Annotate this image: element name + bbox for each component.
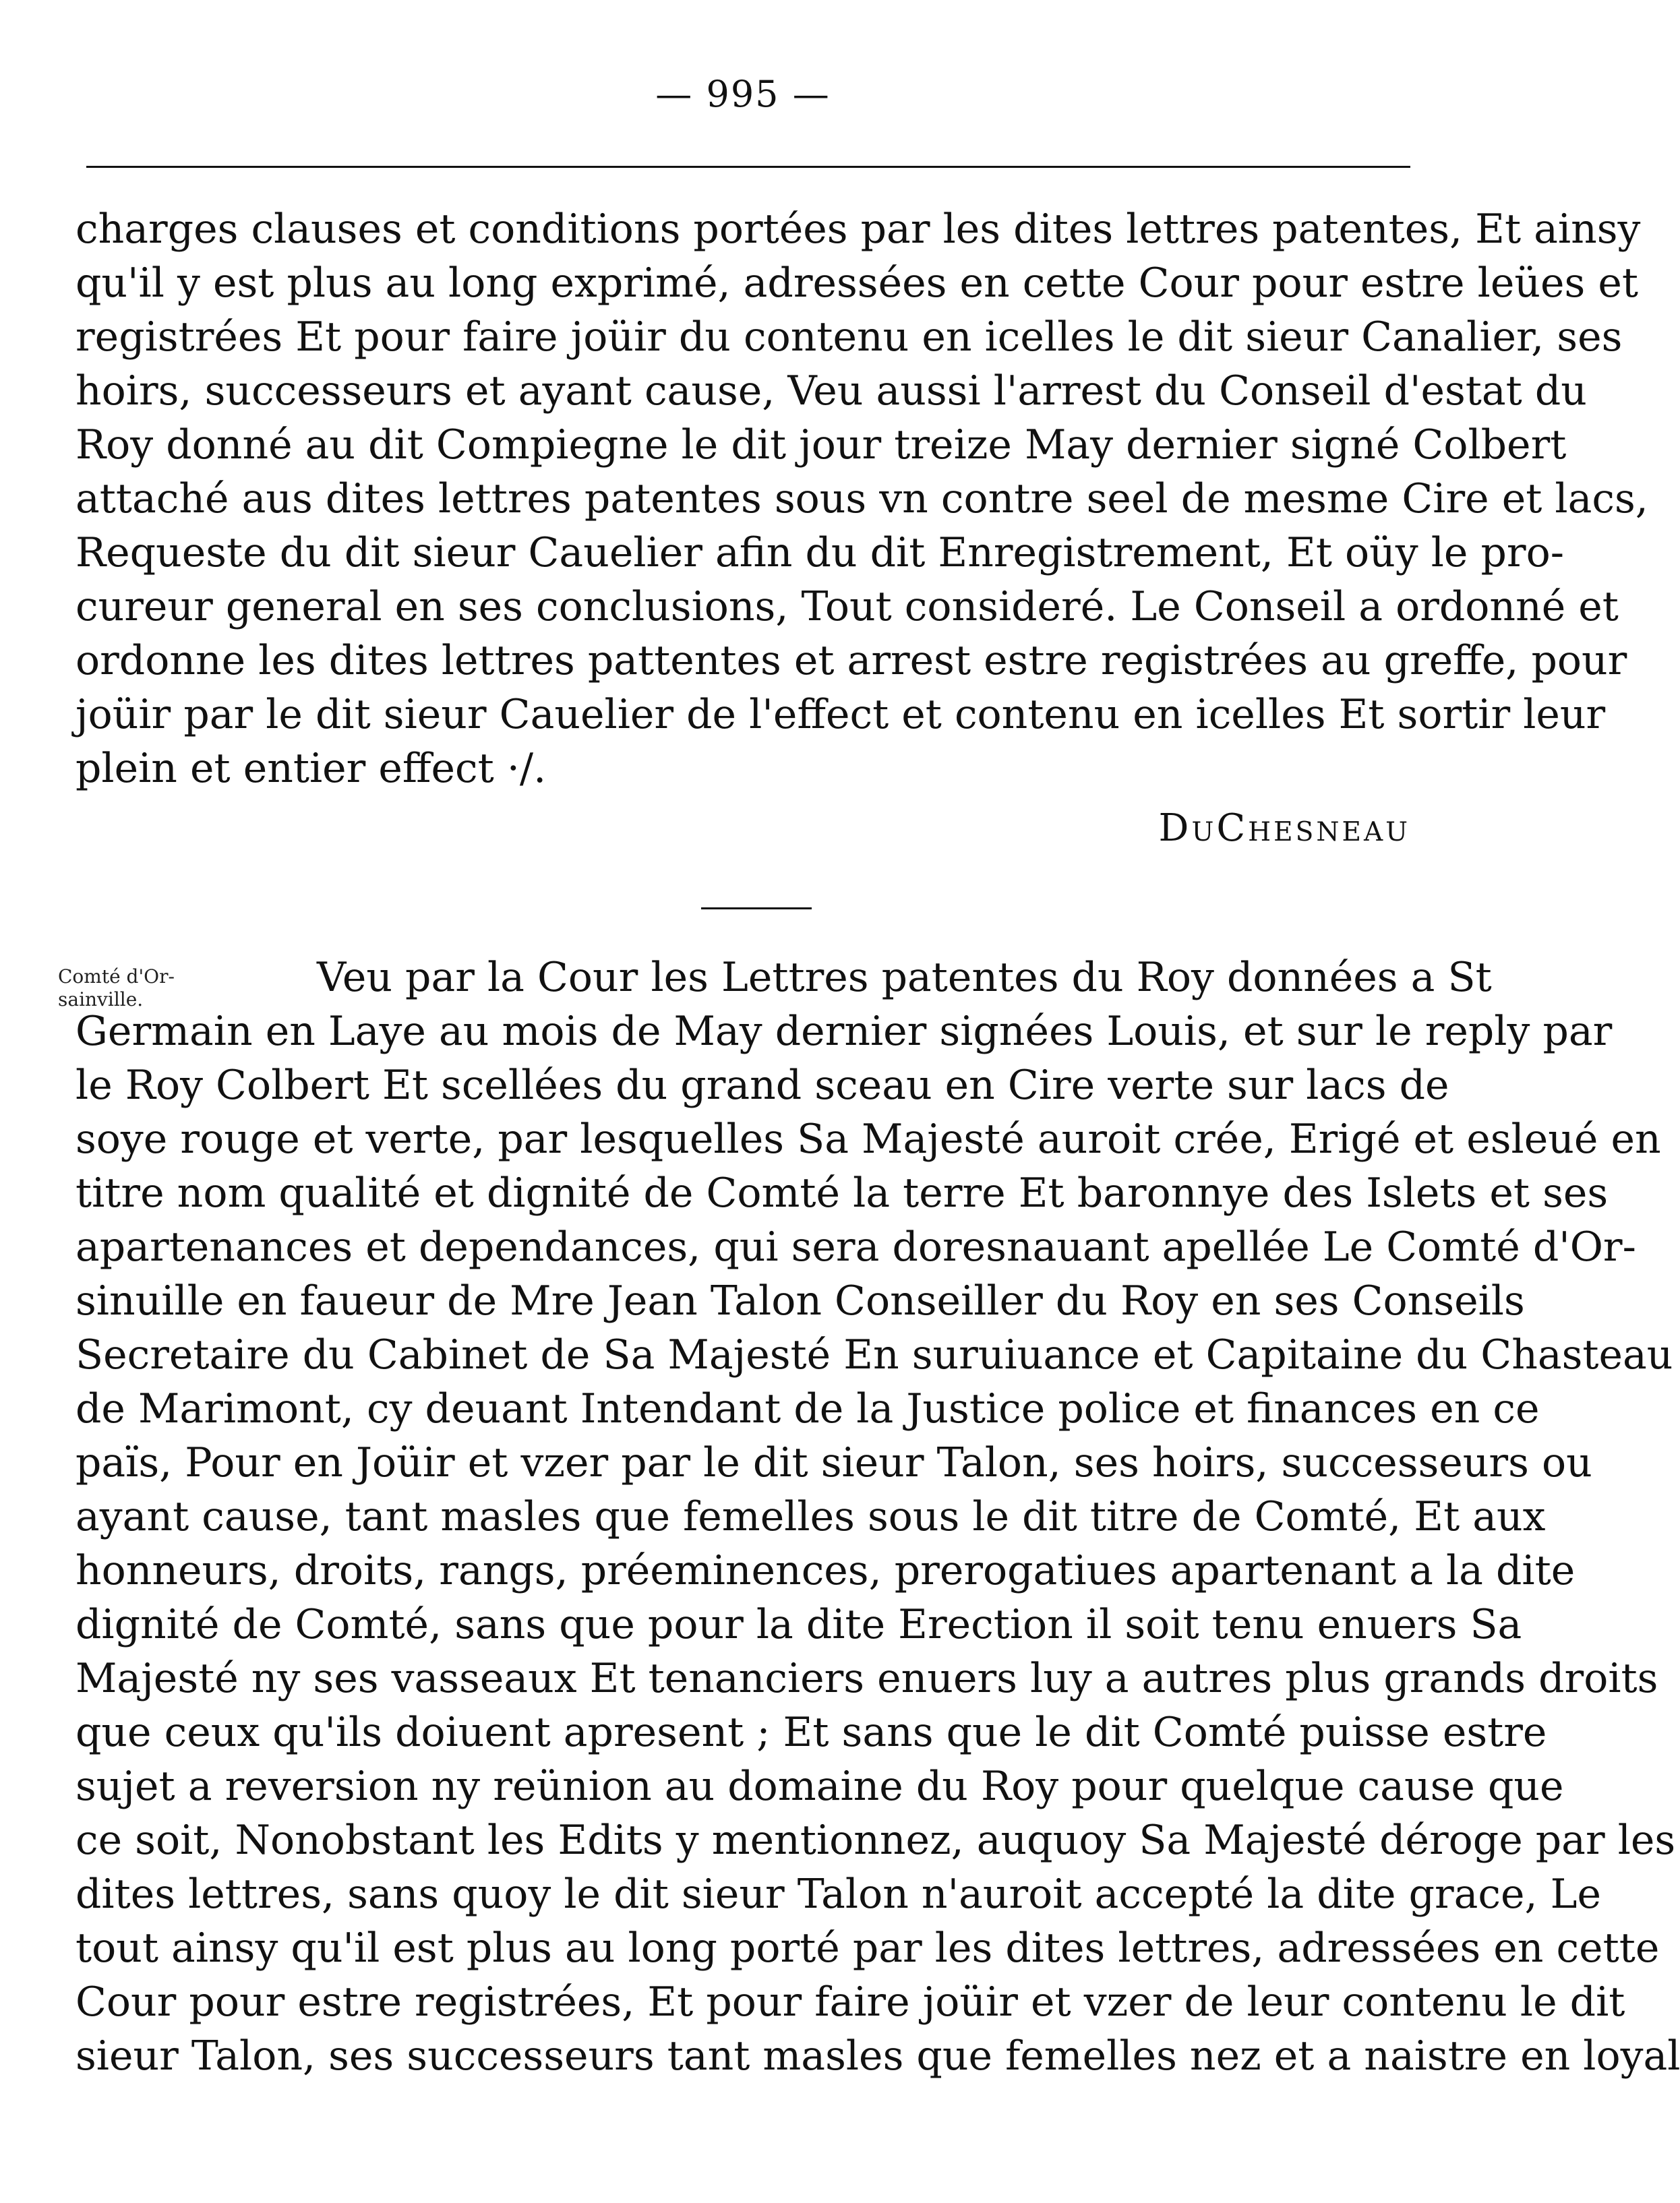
text-line: cureur general en ses conclusions, Tout consideré. Le Conseil a ordonné et — [76, 583, 1619, 630]
text-line: sujet a reversion ny reünion au domaine du Roy pour quelque cause que — [76, 1763, 1564, 1810]
page-number: — 995 — — [655, 73, 831, 115]
text-line: que ceux qu'ils doiuent apresent ; Et sans que le dit Comté puisse estre — [76, 1709, 1547, 1756]
text-line: joüir par le dit sieur Cauelier de l'effect et contenu en icelles Et sortir leur — [76, 691, 1606, 738]
text-line: titre nom qualité et dignité de Comté la terre Et baronnye des Islets et ses — [76, 1170, 1609, 1217]
text-line: ordonne les dites lettres pattentes et arrest estre registrées au greffe, pour — [76, 637, 1627, 684]
text-line: ayant cause, tant masles que femelles sous le dit titre de Comté, Et aux — [76, 1493, 1546, 1540]
text-line: attaché aus dites lettres patentes sous vn contre seel de mesme Cire et lacs, — [76, 475, 1648, 522]
text-line: honneurs, droits, rangs, préeminences, prerogatiues apartenant a la dite — [76, 1547, 1576, 1594]
margin-note-line: sainville. — [58, 988, 144, 1010]
text-line: Secretaire du Cabinet de Sa Majesté En suruiuance et Capitaine du Chasteau — [76, 1331, 1673, 1379]
text-line: Cour pour estre registrées, Et pour faire joüir et vzer de leur contenu le dit — [76, 1979, 1625, 2026]
margin-note-line: Comté d'Or- — [58, 965, 175, 988]
text-line: païs, Pour en Joüir et vzer par le dit sieur Talon, ses hoirs, successeurs ou — [76, 1439, 1592, 1486]
text-line: soye rouge et verte, par lesquelles Sa Majesté auroit crée, Erigé et esleué en — [76, 1116, 1661, 1163]
section-divider — [701, 907, 812, 909]
text-line: dignité de Comté, sans que pour la dite Erection il soit tenu enuers Sa — [76, 1601, 1522, 1648]
text-line: sinuille en faueur de Mre Jean Talon Conseiller du Roy en ses Conseils — [76, 1277, 1525, 1325]
text-line: Requeste du dit sieur Cauelier afin du dit Enregistrement, Et oüy le pro- — [76, 529, 1564, 576]
text-line: charges clauses et conditions portées par les dites lettres patentes, Et ainsy — [76, 206, 1641, 253]
text-line: Veu par la Cour les Lettres patentes du Roy données a St — [317, 954, 1492, 1001]
text-line: Germain en Laye au mois de May dernier signées Louis, et sur le reply par — [76, 1008, 1613, 1055]
text-line: apartenances et dependances, qui sera doresnauant apellée Le Comté d'Or- — [76, 1224, 1636, 1271]
signature: DuChesneau — [1158, 806, 1410, 850]
text-line: ce soit, Nonobstant les Edits y mentionnez, auquoy Sa Majesté déroge par les — [76, 1817, 1676, 1864]
text-line: Majesté ny ses vasseaux Et tenanciers enuers luy a autres plus grands droits — [76, 1655, 1658, 1702]
text-line: Roy donné au dit Compiegne le dit jour treize May dernier signé Colbert — [76, 421, 1567, 469]
text-line: hoirs, successeurs et ayant cause, Veu aussi l'arrest du Conseil d'estat du — [76, 367, 1587, 415]
text-line: de Marimont, cy deuant Intendant de la Justice police et finances en ce — [76, 1385, 1540, 1432]
text-line: qu'il y est plus au long exprimé, adressées en cette Cour pour estre leües et — [76, 260, 1638, 307]
text-line: sieur Talon, ses successeurs tant masles que femelles nez et a naistre en loyal — [76, 2032, 1680, 2080]
header-rule — [86, 166, 1410, 168]
text-line: tout ainsy qu'il est plus au long porté par les dites lettres, adressées en cette — [76, 1925, 1660, 1972]
text-line: plein et entier effect ·/. — [76, 745, 547, 792]
text-line: le Roy Colbert Et scellées du grand sceau en Cire verte sur lacs de — [76, 1062, 1449, 1109]
text-line: dites lettres, sans quoy le dit sieur Talon n'auroit accepté la dite grace, Le — [76, 1871, 1602, 1918]
text-line: registrées Et pour faire joüir du contenu en icelles le dit sieur Canalier, ses — [76, 313, 1623, 361]
